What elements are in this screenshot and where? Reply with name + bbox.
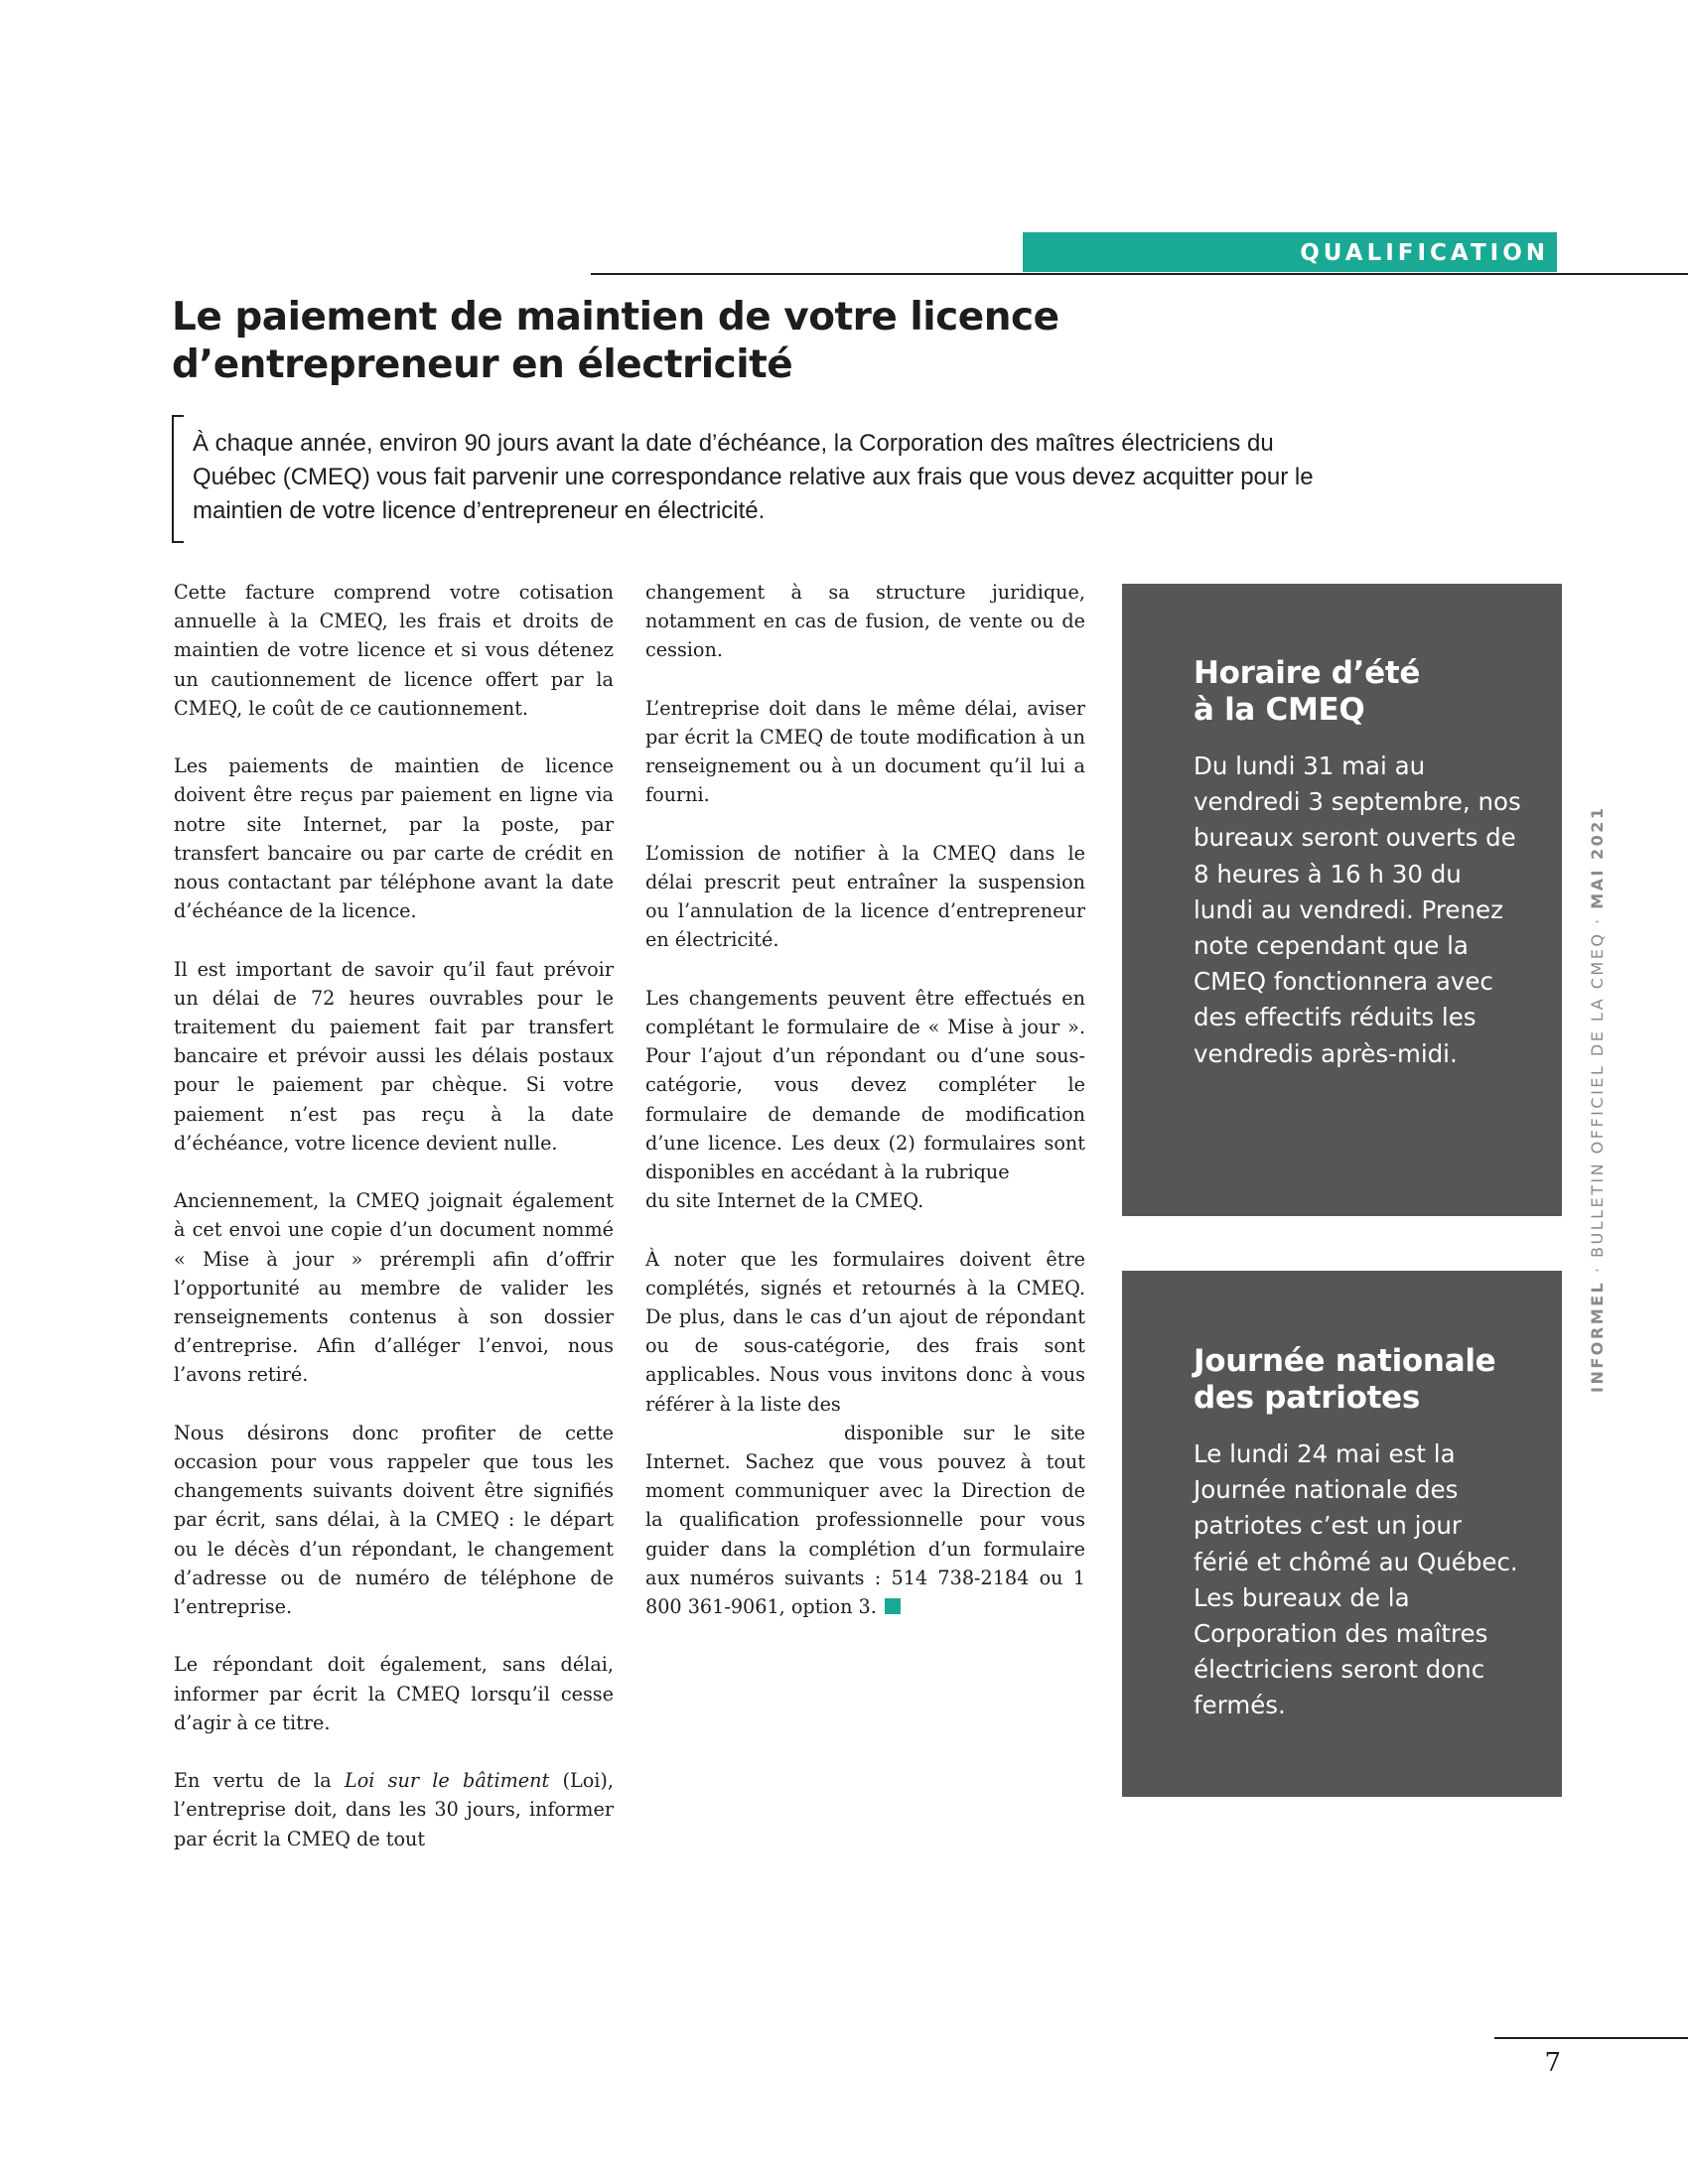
summer-hours-box — [1122, 584, 1562, 1216]
article-title-line1: Le paiement de maintien de votre licence — [172, 295, 1059, 340]
paragraph: Le répondant doit également, sans délai, informer par écrit la CMEQ lorsqu’il cesse d’agir à ce titre. — [174, 1653, 614, 1734]
box-title-line1: Horaire d’été — [1194, 655, 1421, 691]
publication-name: INFORMEL — [1588, 1280, 1607, 1393]
summer-hours-title — [1194, 655, 1522, 729]
paragraph — [645, 1245, 1085, 1622]
text-run: du site Internet de la CMEQ. — [645, 1189, 924, 1213]
paragraph — [174, 1766, 614, 1853]
section-tag: QUALIFICATION — [1023, 232, 1557, 272]
paragraph: Il est important de savoir qu’il faut prévoir un délai de 72 heures ouvrables pour le traitement du paiement fait par transfert bancaire et prévoir aussi les délais postaux pour le paiement par chèque. Si votre paiement n’est pas reçu à la date d’échéance, votre licence devient nulle. — [174, 957, 614, 1155]
section-header-rule — [591, 273, 1688, 275]
paragraph: Nous désirons donc profiter de cette occasion pour vous rappeler que tous les changements suivants doivent être signifiés par écrit, sans délai, à la CMEQ : le départ ou le décès d’un répondant, le changement d’adresse ou de numéro de téléphone de l’entreprise. — [174, 1421, 614, 1619]
footer-rule — [1494, 2037, 1688, 2039]
publication-subtitle: BULLETIN OFFICIEL DE LA CMEQ — [1588, 931, 1607, 1258]
box-title-line1: Journée nationale — [1194, 1343, 1496, 1379]
article-title-line2: d’entrepreneur en électricité — [172, 342, 793, 387]
patriots-day-text: Le lundi 24 mai est la Journée nationale des patriotes c’est un jour férié et chômé au Québec. Les bureaux de la Corporation des maîtres électriciens seront donc fermés. — [1194, 1439, 1518, 1720]
paragraph: L’omission de notifier à la CMEQ dans le délai prescrit peut entraîner la suspension ou l’annulation de la licence d’entrepreneur en électricité. — [645, 841, 1085, 952]
box-title-line2: des patriotes — [1194, 1380, 1420, 1416]
paragraph: Anciennement, la CMEQ joignait également à cet envoi une copie d’un document nommé « Mise à jour » prérempli afin d’offrir l’opportunité au membre de valider les renseignements contenus à son dossier d’entreprise. Afin d’alléger l’envoi, nous l’avons retiré. — [174, 1189, 614, 1387]
end-of-article-mark — [885, 1598, 901, 1614]
publication-issue: MAI 2021 — [1588, 805, 1607, 909]
paragraph: L’entreprise doit dans le même délai, aviser par écrit la CMEQ de toute modification à un renseignement ou à un document qu’il lui a fourni. — [645, 696, 1085, 807]
article-title — [172, 294, 1165, 389]
separator: · — [1588, 1257, 1607, 1281]
text-run: En vertu de la — [174, 1769, 345, 1793]
paragraph: Les paiements de maintien de licence doivent être reçus par paiement en ligne via notre site Internet, par la poste, par transfert bancaire ou par carte de crédit en nous contactant par téléphone avant la date d’échéance de la licence. — [174, 754, 614, 923]
article-intro: À chaque année, environ 90 jours avant la date d’échéance, la Corporation des maîtres électriciens du Québec (CMEQ) vous fait parvenir une correspondance relative aux frais que vous devez acquitter pour le maintien de votre licence d’entrepreneur en électricité. — [193, 430, 1314, 524]
text-run: Les changements peuvent être effectués en complétant le formulaire de « Mise à jour ». Pour l’ajout d’un répondant ou d’une sous-catégorie, vous devez compléter le formulaire de demande de modification d’une licence. Les deux (2) formulaires sont disponibles en accédant à la rubrique — [645, 986, 1085, 1184]
publication-margin-label — [1588, 805, 1607, 1393]
intro-bracket — [172, 415, 184, 543]
summer-hours-text: Du lundi 31 mai au vendredi 3 septembre, nos bureaux seront ouverts de 8 heures à 16 h 30 du lundi au vendredi. Prenez note cependant que la CMEQ fonctionnera avec des effectifs réduits les vendredis après-midi. — [1194, 751, 1521, 1068]
paragraph — [645, 984, 1085, 1216]
box-title-line2: à la CMEQ — [1194, 692, 1365, 728]
page-number: 7 — [1544, 2048, 1561, 2078]
text-run: À noter que les formulaires doivent être complétés, signés et retournés à la CMEQ. De plus, dans le cas d’un ajout de répondant ou de sous-catégorie, des frais sont applicables. Nous vous invitons donc à vous référer à la liste des — [645, 1247, 1085, 1416]
text-run: disponible sur le site Internet. Sachez que vous pouvez à tout moment communiquer avec la Direction de la qualification professionnelle pour vous guider dans la complétion d’un formulaire aux numéros suivants : 514 738-2184 ou 1 800 361-9061, option 3. — [645, 1421, 1085, 1619]
separator: · — [1588, 908, 1607, 932]
paragraph: Cette facture comprend votre cotisation annuelle à la CMEQ, les frais et droits de maintien de votre licence et si vous détenez un cautionnement de licence offert par la CMEQ, le coût de ce cautionnement. — [174, 581, 614, 720]
law-title: Loi sur le bâtiment — [345, 1769, 550, 1793]
patriots-day-title — [1194, 1343, 1522, 1417]
text-run: (Loi), l’entreprise doit, dans les 30 jours, informer par écrit la CMEQ de tout — [174, 1769, 614, 1850]
article-column-2 — [645, 578, 1085, 1650]
patriots-day-box — [1122, 1271, 1562, 1797]
article-column-1 — [174, 578, 614, 1882]
paragraph: changement à sa structure juridique, notamment en cas de fusion, de vente ou de cession. — [645, 581, 1085, 662]
